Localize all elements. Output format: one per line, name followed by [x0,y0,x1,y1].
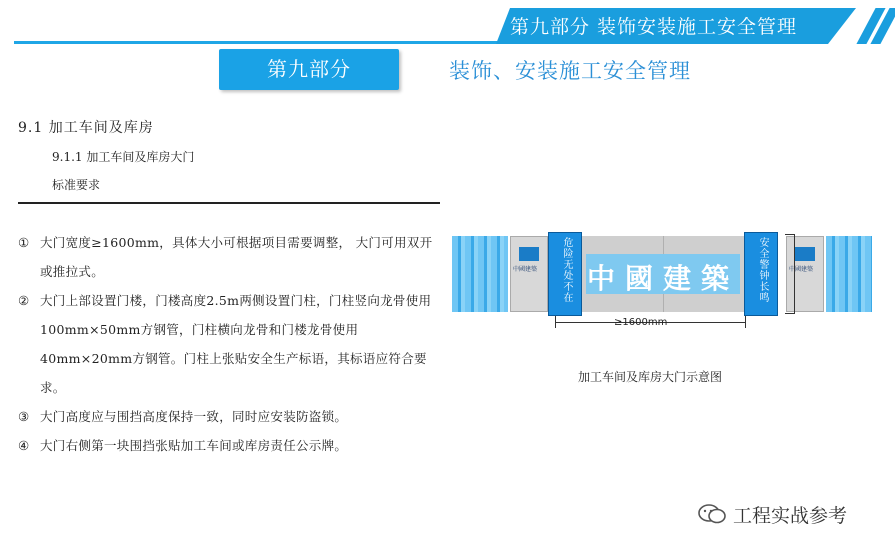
item-number: ① [18,235,30,250]
gate-post-left [548,232,582,316]
beam-banner [586,254,740,294]
company-logo-icon [795,247,815,261]
item-number: ③ [18,409,30,424]
list-item [18,286,442,402]
logo-caption: 中國建築 [513,266,538,273]
beam-title: 中國建築 [586,262,739,295]
item-text: 大门高度应与围挡高度保持一致，同时应安装防盗锁。 [40,409,348,424]
heading-level-3: 标准要求 [52,178,101,192]
item-text: 大门上部设置门楼，门楼高度2.5m两侧设置门柱，门柱竖向龙骨使用100mm×50mm方钢管，门柱横向龙骨和门楼龙骨使用40mm×20mm方钢管。门柱上张贴安全生产标语，其标语应符合要求。 [40,293,432,395]
list-item [18,431,442,460]
figure-caption: 加工车间及库房大门示意图 [578,370,723,384]
dimension-label: ≥1600mm [614,317,668,328]
company-logo-icon [519,247,539,261]
post-slogan-right: 安全警钟长鸣 [757,237,768,303]
heading-level-2: 9.1.1 加工车间及库房大门 [52,150,195,164]
header-banner-title: 第九部分 装饰安装施工安全管理 [510,16,798,38]
item-number: ④ [18,438,30,453]
item-number: ② [18,293,30,308]
list-item [18,228,442,286]
gate-illustration [452,236,872,312]
height-bracket [785,234,795,314]
requirement-list [18,228,442,460]
heading-divider [18,202,440,204]
item-text: 大门宽度≥1600mm，具体大小可根据项目需要调整， 大门可用双开或推拉式。 [40,235,433,279]
section-title: 装饰、安装施工安全管理 [449,59,691,83]
logo-caption: 中國建築 [789,266,814,273]
gate-beam [582,236,744,312]
gate-post-right [744,232,778,316]
dimension-tick [745,316,746,328]
watermark-text: 工程实战参考 [733,505,848,527]
post-slogan-left: 危险无处不在 [561,237,572,303]
wechat-icon [697,503,727,525]
section-tab: 第九部分 [219,49,399,90]
header-rule [14,41,504,44]
logo-panel-left [510,236,548,312]
fence-panel-right [826,236,872,312]
list-item [18,402,442,431]
fence-panel-left [452,236,508,312]
heading-level-1: 9.1 加工车间及库房 [18,120,154,136]
item-text: 大门右侧第一块围挡张贴加工车间或库房责任公示牌。 [40,438,348,453]
